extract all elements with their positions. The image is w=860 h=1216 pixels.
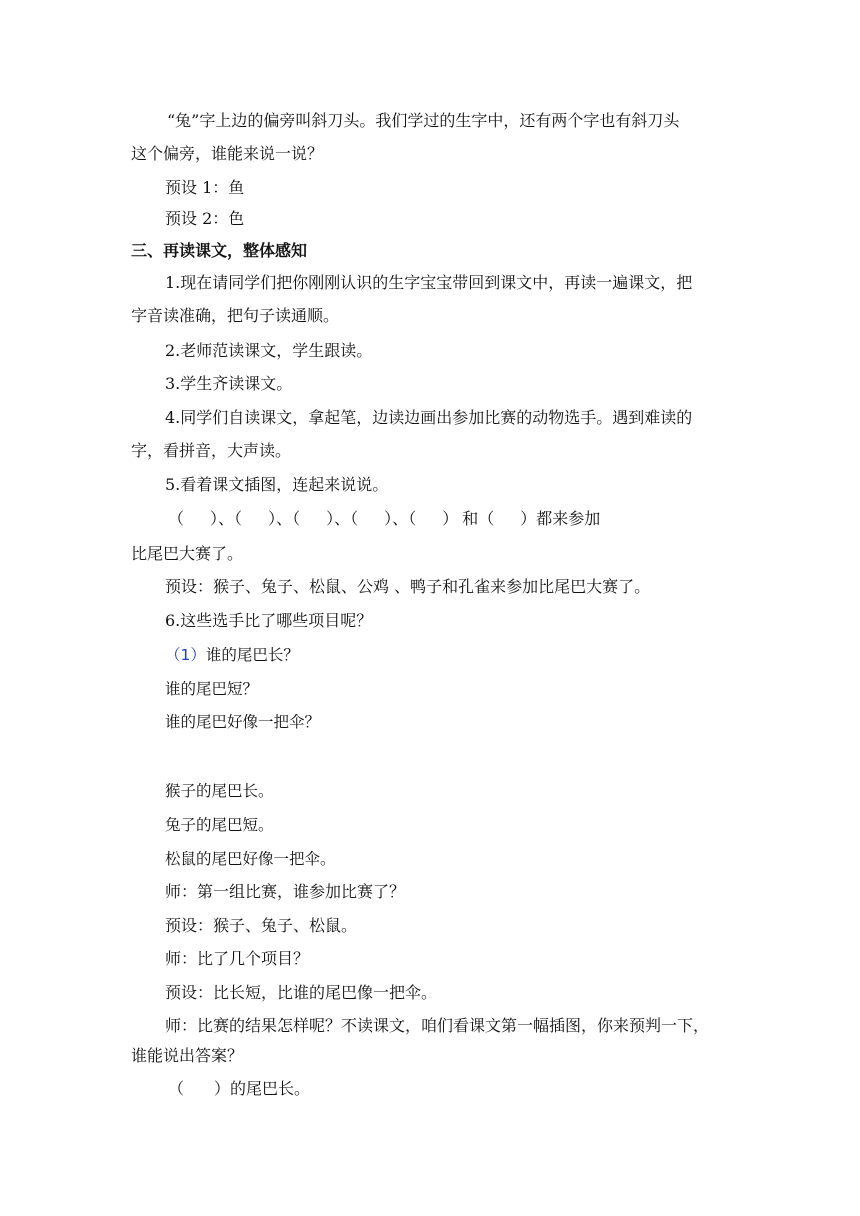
step-2: 2.老师范读课文，学生跟读。 [165,341,373,360]
blank-close: ） [326,509,335,528]
fill-tail: 都来参加 [536,509,601,528]
intro-line-2: 这个偏旁，谁能来说一说？ [131,144,324,163]
teacher-line-3-part-2: 谁能说出答案？ [131,1046,244,1065]
answer-3: 松鼠的尾巴好像一把伞。 [165,850,336,868]
preset-line-1: 预设：猴子、兔子、松鼠。 [165,916,358,935]
teacher-line-3-part-1: 师：比赛的结果怎样呢？不读课文，咱们看课文第一幅插图，你来预判一下， [165,1016,710,1035]
step-6: 6.这些选手比了哪些项目呢？ [165,611,373,630]
blank-open: （ [168,1079,185,1098]
separator: 、 [276,509,293,528]
blank-close: ） [384,509,393,528]
fill-blank-line [168,508,600,530]
question-1: 谁的尾巴长？ [205,646,299,664]
blank-open: （ [350,509,359,528]
question-3: 谁的尾巴好像一把伞？ [165,713,321,731]
question-2: 谁的尾巴短？ [165,680,259,698]
blank-open: （ [168,509,185,528]
last-tail: 的尾巴长。 [230,1079,311,1098]
step-1-line-2: 字音读准确，把句子读通顺。 [131,306,340,325]
blank-close: ） [442,509,459,528]
and-word: 和 [462,509,479,528]
separator: 、 [334,509,351,528]
preset-2: 预设 2：色 [165,209,245,228]
separator: 、 [218,509,235,528]
step-1-line-1: 1.现在请同学们把你刚刚认识的生字宝宝带回到课文中，再读一遍课文，把 [165,273,693,292]
step-5: 5.看着课文插图，连起来说说。 [165,475,389,494]
teacher-line-1: 师：第一组比赛，谁参加比赛了？ [165,882,406,901]
blank-close: ） [268,509,277,528]
blank-close: ） [520,509,537,528]
section-3-heading: 三、再读课文，整体感知 [131,241,308,260]
blank-open: （ [292,509,301,528]
preset-1: 预设 1：鱼 [165,178,245,197]
intro-line-1: “兔”字上边的偏旁叫斜刀头。我们学过的生字中，还有两个字也有斜刀头 [167,111,680,130]
teacher-line-2: 师：比了几个项目？ [165,949,310,968]
answer-2: 兔子的尾巴短。 [165,816,274,834]
separator: 、 [392,509,409,528]
question-number: （1） [165,646,206,664]
last-blank-line [168,1078,310,1100]
blank-open: （ [478,509,495,528]
blank-close: ） [210,509,219,528]
preset-line-2: 预设：比长短，比谁的尾巴像一把伞。 [165,983,438,1002]
blank-close: ） [214,1079,231,1098]
step-3: 3.学生齐读课文。 [165,374,293,393]
blank-open: （ [408,509,417,528]
step-5-preset: 预设：猴子、兔子、松鼠、公鸡 、鸭子和孔雀来参加比尾巴大赛了。 [165,577,651,596]
step-4-line-1: 4.同学们自读课文，拿起笔，边读边画出参加比赛的动物选手。遇到难读的 [165,408,693,427]
fill-blank-line-2: 比尾巴大赛了。 [131,544,244,563]
answer-1: 猴子的尾巴长。 [165,782,274,800]
blank-open: （ [234,509,243,528]
step-4-line-2: 字，看拼音，大声读。 [131,441,292,460]
question-1-line [165,644,299,666]
